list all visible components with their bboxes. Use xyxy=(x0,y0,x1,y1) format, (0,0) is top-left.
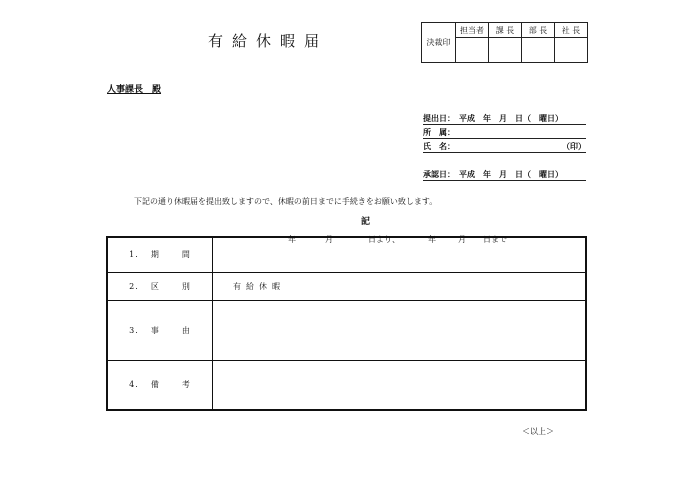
submit-date-value: 平成 年 月 日（ 曜日） xyxy=(459,113,563,123)
approval-date-label: 承認日： xyxy=(423,169,455,179)
row-number: 1. xyxy=(129,250,139,260)
period-month-2: 月 xyxy=(458,235,466,244)
table-row xyxy=(107,272,586,300)
table-row xyxy=(107,237,586,272)
table-row xyxy=(107,360,586,410)
document-title: 有給休暇届 xyxy=(207,32,328,50)
name-label: 氏 名： xyxy=(423,141,455,151)
row-label-char: 由 xyxy=(181,325,191,335)
period-from: 日より、 xyxy=(368,235,400,244)
department-label: 所 属： xyxy=(423,127,455,137)
row-label-reason xyxy=(107,300,213,360)
row-label-char: 事 xyxy=(150,325,160,335)
remarks-input[interactable] xyxy=(213,360,587,410)
submit-date-field[interactable] xyxy=(423,113,586,125)
row-label-char: 別 xyxy=(181,281,191,291)
closing-mark: ＜以上＞ xyxy=(522,427,554,436)
stamp-slot-kacho[interactable] xyxy=(489,38,522,63)
table-row xyxy=(107,300,586,360)
row-label-char: 考 xyxy=(181,380,191,390)
period-input[interactable] xyxy=(213,237,587,272)
approval-label: 決裁印 xyxy=(422,23,456,63)
period-year-1: 年 xyxy=(288,235,296,244)
row-label-period xyxy=(107,237,213,272)
approval-date-value: 平成 年 月 日（ 曜日） xyxy=(459,169,563,179)
approval-date-field[interactable] xyxy=(423,169,586,181)
approval-col-shacho: 社 長 xyxy=(555,23,588,38)
reason-input[interactable] xyxy=(213,300,587,360)
row-label-remarks xyxy=(107,360,213,410)
row-label-char: 区 xyxy=(150,281,160,291)
approval-col-tanto: 担当者 xyxy=(456,23,489,38)
addressee: 人事課長 殿 xyxy=(107,85,162,95)
ki-heading: 記 xyxy=(361,217,371,227)
period-to: 日まで xyxy=(483,235,507,244)
stamp-slot-bucho[interactable] xyxy=(522,38,555,63)
row-number: 4. xyxy=(129,380,139,390)
approval-col-bucho: 部 長 xyxy=(522,23,555,38)
kind-value[interactable]: 有給休暇 xyxy=(213,272,587,300)
row-label-char: 備 xyxy=(150,380,160,390)
leave-details-table xyxy=(106,236,587,411)
row-label-char: 期 xyxy=(150,250,160,260)
seal-mark: （印） xyxy=(562,141,586,151)
department-field[interactable] xyxy=(423,127,586,139)
row-number: 3. xyxy=(129,325,139,335)
stamp-slot-tanto[interactable] xyxy=(456,38,489,63)
approval-stamp-box xyxy=(421,22,588,63)
row-label-kind xyxy=(107,272,213,300)
intro-text: 下記の通り休暇届を提出致しますので、休暇の前日までに手続きをお願い致します。 xyxy=(134,197,438,206)
period-month-1: 月 xyxy=(325,235,333,244)
row-number: 2. xyxy=(129,281,139,291)
submit-date-label: 提出日： xyxy=(423,113,455,123)
name-field[interactable] xyxy=(423,141,586,153)
row-label-char: 間 xyxy=(181,250,191,260)
stamp-slot-shacho[interactable] xyxy=(555,38,588,63)
approval-col-kacho: 課 長 xyxy=(489,23,522,38)
period-year-2: 年 xyxy=(428,235,436,244)
